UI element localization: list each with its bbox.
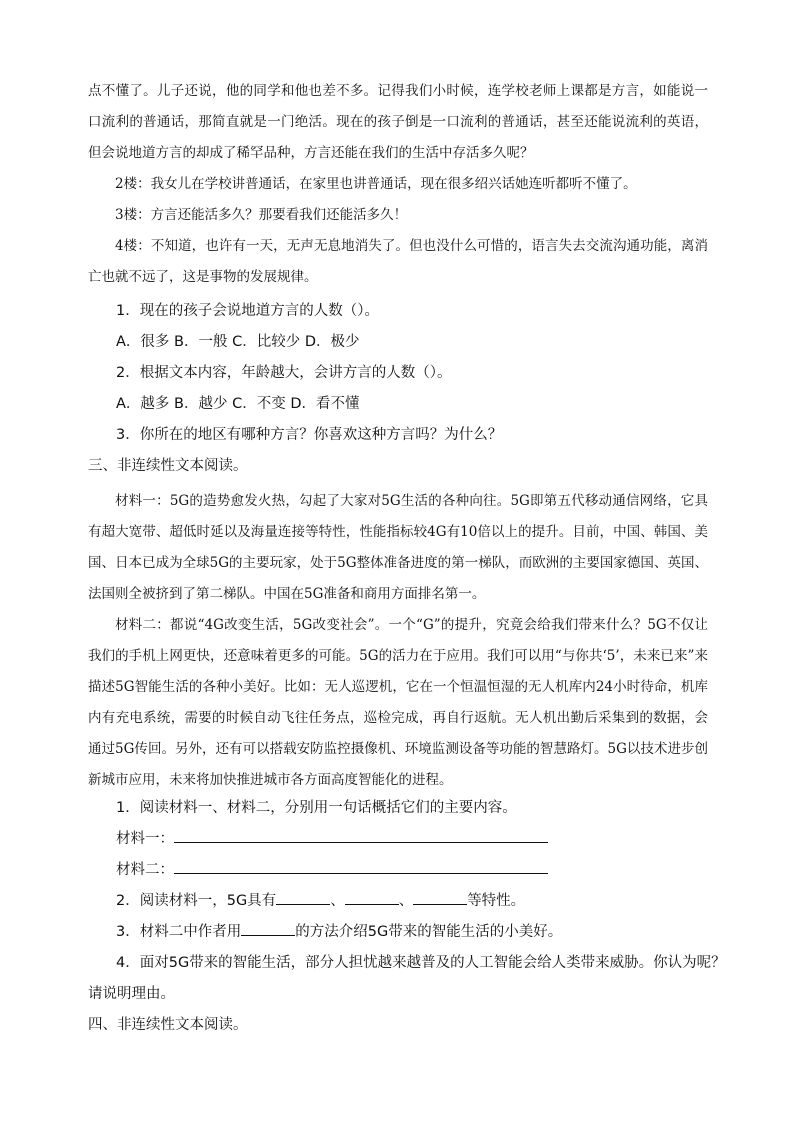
answer-label-material-2: 材料二： bbox=[116, 862, 174, 878]
material-1-paragraph: 材料一：5G的造势愈发火热，勾起了大家对5G生活的各种向往。5G即第五代移动通信网络，它具有超大宽带、超低时延以及海量连接等特性，性能指标较4G有10倍以上的提升。目前，中国、韩国、美国、日本已成为全球5G的主要玩家，处于5G整体准备进度的第一梯队，而欧洲的主要国家德国、英国、法国则全被挤到了第二梯队。中国在5G准备和商用方面排名第一。 bbox=[88, 493, 708, 602]
passage-paragraph-2: 2楼：我女儿在学校讲普通话，在家里也讲普通话，现在很多绍兴话她连听都听不懂了。 bbox=[115, 176, 637, 192]
section-3-heading: 三、非连续性文本阅读。 bbox=[88, 458, 248, 474]
question-3-2-suffix: 等特性。 bbox=[467, 893, 526, 909]
question-3-2 bbox=[88, 890, 756, 912]
fill-blank-2[interactable] bbox=[345, 890, 399, 905]
question-2-2-options: A．越多 B．越少 C．不变 D．看不懂 bbox=[116, 396, 360, 412]
fill-blank-1[interactable] bbox=[276, 890, 330, 905]
passage-paragraph-1: 点不懂了。儿子还说，他的同学和他也差不多。记得我们小时候，连学校老师上课都是方言，如能说一口流利的普通话，那简直就是一门绝活。现在的孩子倒是一口流利的普通话，甚至还能说流利的英语，但会说地道方言的却成了稀罕品种，方言还能在我们的生活中存活多久呢？ bbox=[88, 83, 708, 161]
question-3-2-sep-2: 、 bbox=[398, 893, 414, 909]
question-2-1-options: A．很多 B．一般 C．比较少 D．极少 bbox=[116, 334, 360, 350]
question-3-1: 1．阅读材料一、材料二，分别用一句话概括它们的主要内容。 bbox=[116, 800, 517, 816]
fill-blank-3[interactable] bbox=[413, 890, 467, 905]
question-2-1: 1．现在的孩子会说地道方言的人数（）。 bbox=[116, 303, 379, 319]
question-3-4-line-2: 请说明理由。 bbox=[88, 986, 175, 1002]
answer-blank-material-1[interactable] bbox=[174, 828, 548, 843]
question-3-3-suffix: 的方法介绍5G带来的智能生活的小美好。 bbox=[295, 924, 563, 940]
answer-line-material-2 bbox=[88, 859, 756, 881]
question-2-2: 2．根据文本内容，年龄越大，会讲方言的人数（）。 bbox=[116, 365, 452, 381]
question-2-3: 3．你所在的地区有哪种方言？你喜欢这种方言吗？为什么？ bbox=[116, 427, 503, 443]
material-2-paragraph: 材料二：都说“4G改变生活，5G改变社会”。一个“G”的提升，究竟会给我们带来什么？5G不仅让我们的手机上网更快，还意味着更多的可能。5G的活力在于应用。我们可以用“与你共‘5’，未来已来”来描述5G智能生活的各种小美好。比如：无人巡逻机，它在一个恒温恒湿的无人机库内24小时待命，机库内有充电系统，需要的时候自动飞往任务点，巡检完成，再自行返航。无人机出勤后采集到的数据，会通过5G传回。另外，还有可以搭载安防监控摄像机、环境监测设备等功能的智慧路灯。5G以技术进步创新城市应用，未来将加快推进城市各方面高度智能化的进程。 bbox=[88, 617, 708, 788]
question-3-4-line-1: 4．面对5G带来的智能生活，部分人担忧越来越普及的人工智能会给人类带来威胁。你认为呢？ bbox=[116, 955, 726, 971]
answer-blank-material-2[interactable] bbox=[174, 859, 548, 874]
question-3-3 bbox=[88, 921, 756, 943]
passage-paragraph-4: 4楼：不知道，也许有一天，无声无息地消失了。但也没什么可惜的，语言失去交流沟通功能，离消亡也就不远了，这是事物的发展规律。 bbox=[88, 238, 708, 285]
question-3-2-prefix: 2．阅读材料一，5G具有 bbox=[116, 893, 277, 909]
fill-blank-4[interactable] bbox=[241, 921, 295, 936]
answer-label-material-1: 材料一： bbox=[116, 831, 174, 847]
section-4-heading: 四、非连续性文本阅读。 bbox=[88, 1017, 248, 1033]
answer-line-material-1 bbox=[88, 828, 756, 850]
question-3-3-prefix: 3．材料二中作者用 bbox=[116, 924, 242, 940]
passage-paragraph-3: 3楼：方言还能活多久？那要看我们还能活多久！ bbox=[115, 207, 408, 223]
question-3-2-sep-1: 、 bbox=[330, 893, 345, 909]
